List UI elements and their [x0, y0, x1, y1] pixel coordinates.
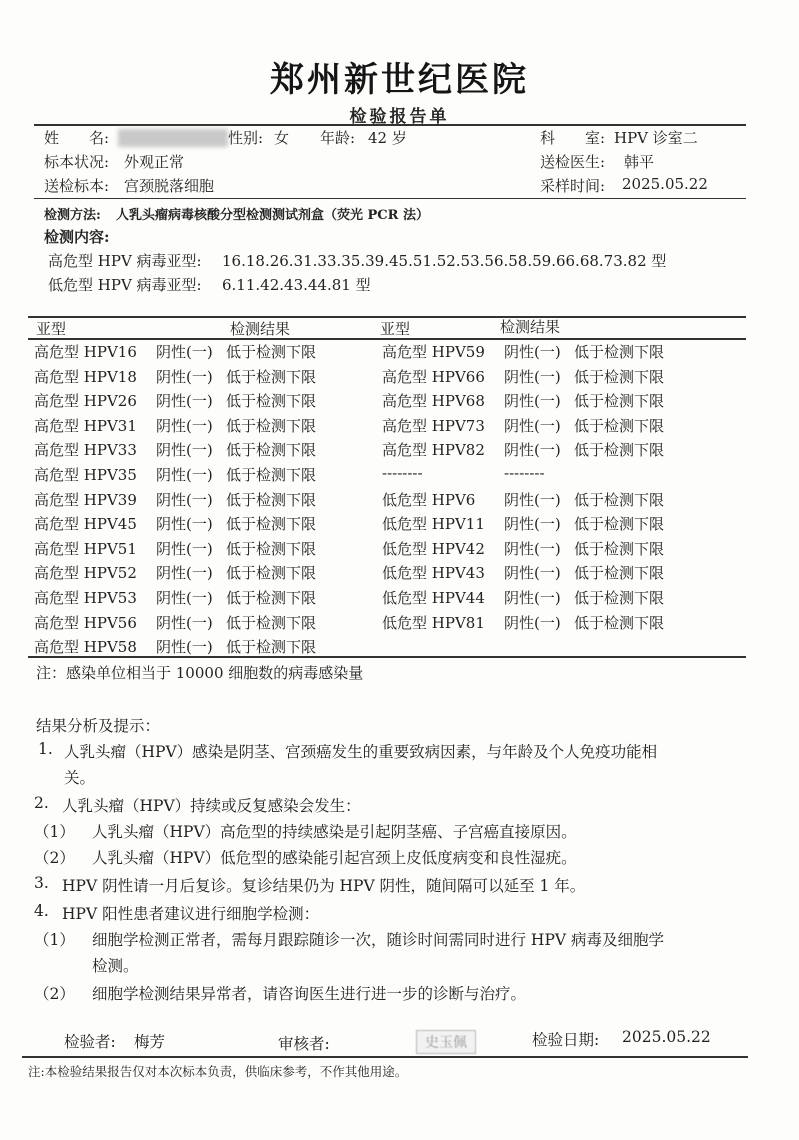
- sex-label: 性别:: [228, 129, 264, 147]
- doctor-value: 韩平: [624, 153, 655, 171]
- left-result-type: 高危型 HPV35: [34, 466, 137, 484]
- left-result-detail: 低于检测下限: [226, 540, 317, 558]
- left-header-result: 检测结果: [230, 320, 291, 338]
- analysis-p3-num: 3.: [34, 874, 49, 892]
- footer-divider: [22, 1056, 748, 1058]
- analysis-title: 结果分析及提示：: [36, 717, 161, 735]
- left-result-detail: 低于检测下限: [226, 564, 317, 582]
- content-label: 检测内容:: [44, 228, 110, 246]
- right-result-result: 阴性(一): [504, 564, 561, 582]
- left-result-detail: 低于检测下限: [226, 589, 317, 607]
- analysis-p4a-line1: 细胞学检测正常者，需每月跟踪随诊一次，随诊时间需同时进行 HPV 病毒及细胞学: [92, 931, 664, 949]
- left-result-result: 阴性(一): [156, 638, 213, 656]
- analysis-p4a-num: （1）: [34, 931, 75, 949]
- left-result-type: 高危型 HPV53: [34, 589, 137, 607]
- analysis-p2b: 人乳头瘤（HPV）低危型的感染能引起宫颈上皮低度病变和良性湿疣。: [92, 849, 577, 867]
- left-result-detail: 低于检测下限: [226, 466, 317, 484]
- hospital-name: 郑州新世纪医院: [270, 60, 529, 100]
- right-result-result: 阴性(一): [504, 368, 561, 386]
- left-result-detail: 低于检测下限: [226, 343, 317, 361]
- specimen-status-label: 标本状况:: [44, 153, 110, 171]
- right-result-detail: 低于检测下限: [574, 564, 665, 582]
- right-result-type: 低危型 HPV6: [382, 491, 476, 509]
- left-result-result: 阴性(一): [156, 564, 213, 582]
- method-label: 检测方法:: [44, 208, 101, 223]
- left-result-type: 高危型 HPV26: [34, 392, 137, 410]
- department-value: HPV 诊室二: [614, 129, 698, 147]
- right-result-result: 阴性(一): [504, 614, 561, 632]
- sex-value: 女: [274, 129, 290, 147]
- analysis-p2a: 人乳头瘤（HPV）高危型的持续感染是引起阴茎癌、子宫癌直接原因。: [92, 823, 577, 841]
- left-result-result: 阴性(一): [156, 343, 213, 361]
- test-date-value: 2025.05.22: [622, 1028, 711, 1046]
- age-label: 年龄:: [320, 129, 356, 147]
- left-result-result: 阴性(一): [156, 466, 213, 484]
- analysis-p3: HPV 阴性请一月后复诊。复诊结果仍为 HPV 阴性，随间隔可以延至 1 年。: [62, 877, 586, 895]
- left-result-type: 高危型 HPV51: [34, 540, 137, 558]
- analysis-p1-line1: 人乳头瘤（HPV）感染是阴茎、宫颈癌发生的重要致病因素，与年龄及个人免疫功能相: [64, 743, 658, 761]
- analysis-p1-num: 1.: [38, 740, 53, 758]
- left-result-detail: 低于检测下限: [226, 614, 317, 632]
- analysis-p4b: 细胞学检测结果异常者，请咨询医生进行进一步的诊断与治疗。: [92, 985, 527, 1003]
- right-result-result: 阴性(一): [504, 417, 561, 435]
- right-result-detail: 低于检测下限: [574, 441, 665, 459]
- left-result-type: 高危型 HPV56: [34, 614, 137, 632]
- right-result-result: 阴性(一): [504, 589, 561, 607]
- right-result-detail: 低于检测下限: [574, 614, 665, 632]
- department-label: 科 室:: [540, 129, 606, 147]
- right-result-detail: 低于检测下限: [574, 589, 665, 607]
- left-result-result: 阴性(一): [156, 417, 213, 435]
- left-result-result: 阴性(一): [156, 515, 213, 533]
- specimen-status-value: 外观正常: [124, 153, 185, 171]
- specimen-label: 送检标本:: [44, 177, 110, 195]
- sample-time-value: 2025.05.22: [622, 175, 708, 193]
- tester-label: 检验者:: [64, 1033, 116, 1051]
- right-result-type: 高危型 HPV66: [382, 368, 485, 386]
- analysis-p2-num: 2.: [34, 794, 49, 812]
- report-title: 检验报告单: [349, 107, 450, 127]
- right-result-detail: 低于检测下限: [574, 343, 665, 361]
- reviewer-stamp-text: 史玉佩: [416, 1030, 476, 1054]
- left-result-result: 阴性(一): [156, 441, 213, 459]
- reviewer-stamp: [416, 1030, 476, 1054]
- right-result-type: 低危型 HPV43: [382, 564, 485, 582]
- analysis-p4: HPV 阳性患者建议进行细胞学检测：: [62, 905, 320, 923]
- test-date-label: 检验日期:: [532, 1031, 600, 1049]
- left-result-detail: 低于检测下限: [226, 441, 317, 459]
- sample-time-label: 采样时间:: [540, 177, 606, 195]
- right-result-type: 高危型 HPV73: [382, 417, 485, 435]
- header-divider: [34, 124, 746, 126]
- patient-name-redacted: [118, 127, 228, 147]
- left-header-subtype: 亚型: [36, 320, 67, 338]
- right-result-result: --------: [504, 464, 545, 482]
- analysis-p4b-num: （2）: [34, 985, 75, 1003]
- right-result-detail: 低于检测下限: [574, 491, 665, 509]
- footer-disclaimer: 注:本检验结果报告仅对本次标本负责，供临床参考，不作其他用途。: [28, 1064, 408, 1079]
- left-result-detail: 低于检测下限: [226, 417, 317, 435]
- right-result-result: 阴性(一): [504, 540, 561, 558]
- left-result-result: 阴性(一): [156, 614, 213, 632]
- left-result-detail: 低于检测下限: [226, 491, 317, 509]
- tester-value: 梅芳: [134, 1033, 166, 1051]
- left-result-detail: 低于检测下限: [226, 515, 317, 533]
- low-risk-label: 低危型 HPV 病毒亚型:: [48, 276, 202, 294]
- right-result-type: --------: [382, 464, 423, 482]
- method-value: 人乳头瘤病毒核酸分型检测测试剂盒（荧光 PCR 法）: [116, 208, 429, 223]
- right-result-detail: 低于检测下限: [574, 540, 665, 558]
- patient-name-label: 姓 名:: [44, 129, 110, 147]
- left-result-result: 阴性(一): [156, 368, 213, 386]
- right-result-result: 阴性(一): [504, 392, 561, 410]
- right-result-type: 高危型 HPV82: [382, 441, 485, 459]
- analysis-p2b-num: （2）: [34, 849, 75, 867]
- high-risk-types: 16.18.26.31.33.35.39.45.51.52.53.56.58.59.66.68.73.82 型: [222, 252, 667, 270]
- right-result-detail: 低于检测下限: [574, 515, 665, 533]
- right-result-detail: 低于检测下限: [574, 417, 665, 435]
- left-result-type: 高危型 HPV39: [34, 491, 137, 509]
- left-result-type: 高危型 HPV31: [34, 417, 137, 435]
- left-result-type: 高危型 HPV18: [34, 368, 137, 386]
- analysis-p4-num: 4.: [34, 902, 49, 920]
- analysis-p4a-line2: 检测。: [92, 957, 139, 975]
- analysis-p2: 人乳头瘤（HPV）持续或反复感染会发生：: [62, 797, 361, 815]
- right-result-result: 阴性(一): [504, 491, 561, 509]
- left-result-result: 阴性(一): [156, 540, 213, 558]
- left-result-type: 高危型 HPV58: [34, 638, 137, 656]
- specimen-value: 宫颈脱落细胞: [124, 177, 215, 195]
- doctor-label: 送检医生:: [540, 153, 606, 171]
- right-header-result: 检测结果: [500, 318, 561, 336]
- left-result-type: 高危型 HPV45: [34, 515, 137, 533]
- left-result-detail: 低于检测下限: [226, 638, 317, 656]
- low-risk-types: 6.11.42.43.44.81 型: [222, 276, 371, 294]
- left-result-result: 阴性(一): [156, 392, 213, 410]
- right-result-detail: 低于检测下限: [574, 392, 665, 410]
- left-result-detail: 低于检测下限: [226, 368, 317, 386]
- right-result-type: 高危型 HPV59: [382, 343, 485, 361]
- right-result-type: 低危型 HPV81: [382, 614, 485, 632]
- left-result-result: 阴性(一): [156, 589, 213, 607]
- high-risk-label: 高危型 HPV 病毒亚型:: [48, 252, 202, 270]
- right-result-type: 高危型 HPV68: [382, 392, 485, 410]
- right-result-type: 低危型 HPV44: [382, 589, 485, 607]
- right-result-result: 阴性(一): [504, 441, 561, 459]
- right-result-detail: 低于检测下限: [574, 368, 665, 386]
- table-header-border: [28, 338, 746, 340]
- info-divider: [34, 198, 746, 199]
- right-result-type: 低危型 HPV11: [382, 515, 485, 533]
- right-result-type: 低危型 HPV42: [382, 540, 485, 558]
- left-result-type: 高危型 HPV16: [34, 343, 137, 361]
- age-value: 42 岁: [368, 129, 407, 147]
- left-result-type: 高危型 HPV33: [34, 441, 137, 459]
- right-header-subtype: 亚型: [380, 320, 411, 338]
- left-result-detail: 低于检测下限: [226, 392, 317, 410]
- reviewer-label: 审核者:: [278, 1035, 330, 1053]
- analysis-p1-line2: 关。: [64, 769, 96, 787]
- right-result-result: 阴性(一): [504, 515, 561, 533]
- left-result-result: 阴性(一): [156, 491, 213, 509]
- left-result-type: 高危型 HPV52: [34, 564, 137, 582]
- right-result-result: 阴性(一): [504, 343, 561, 361]
- analysis-p2a-num: （1）: [34, 823, 75, 841]
- note: 注：感染单位相当于 10000 细胞数的病毒感染量: [36, 664, 364, 682]
